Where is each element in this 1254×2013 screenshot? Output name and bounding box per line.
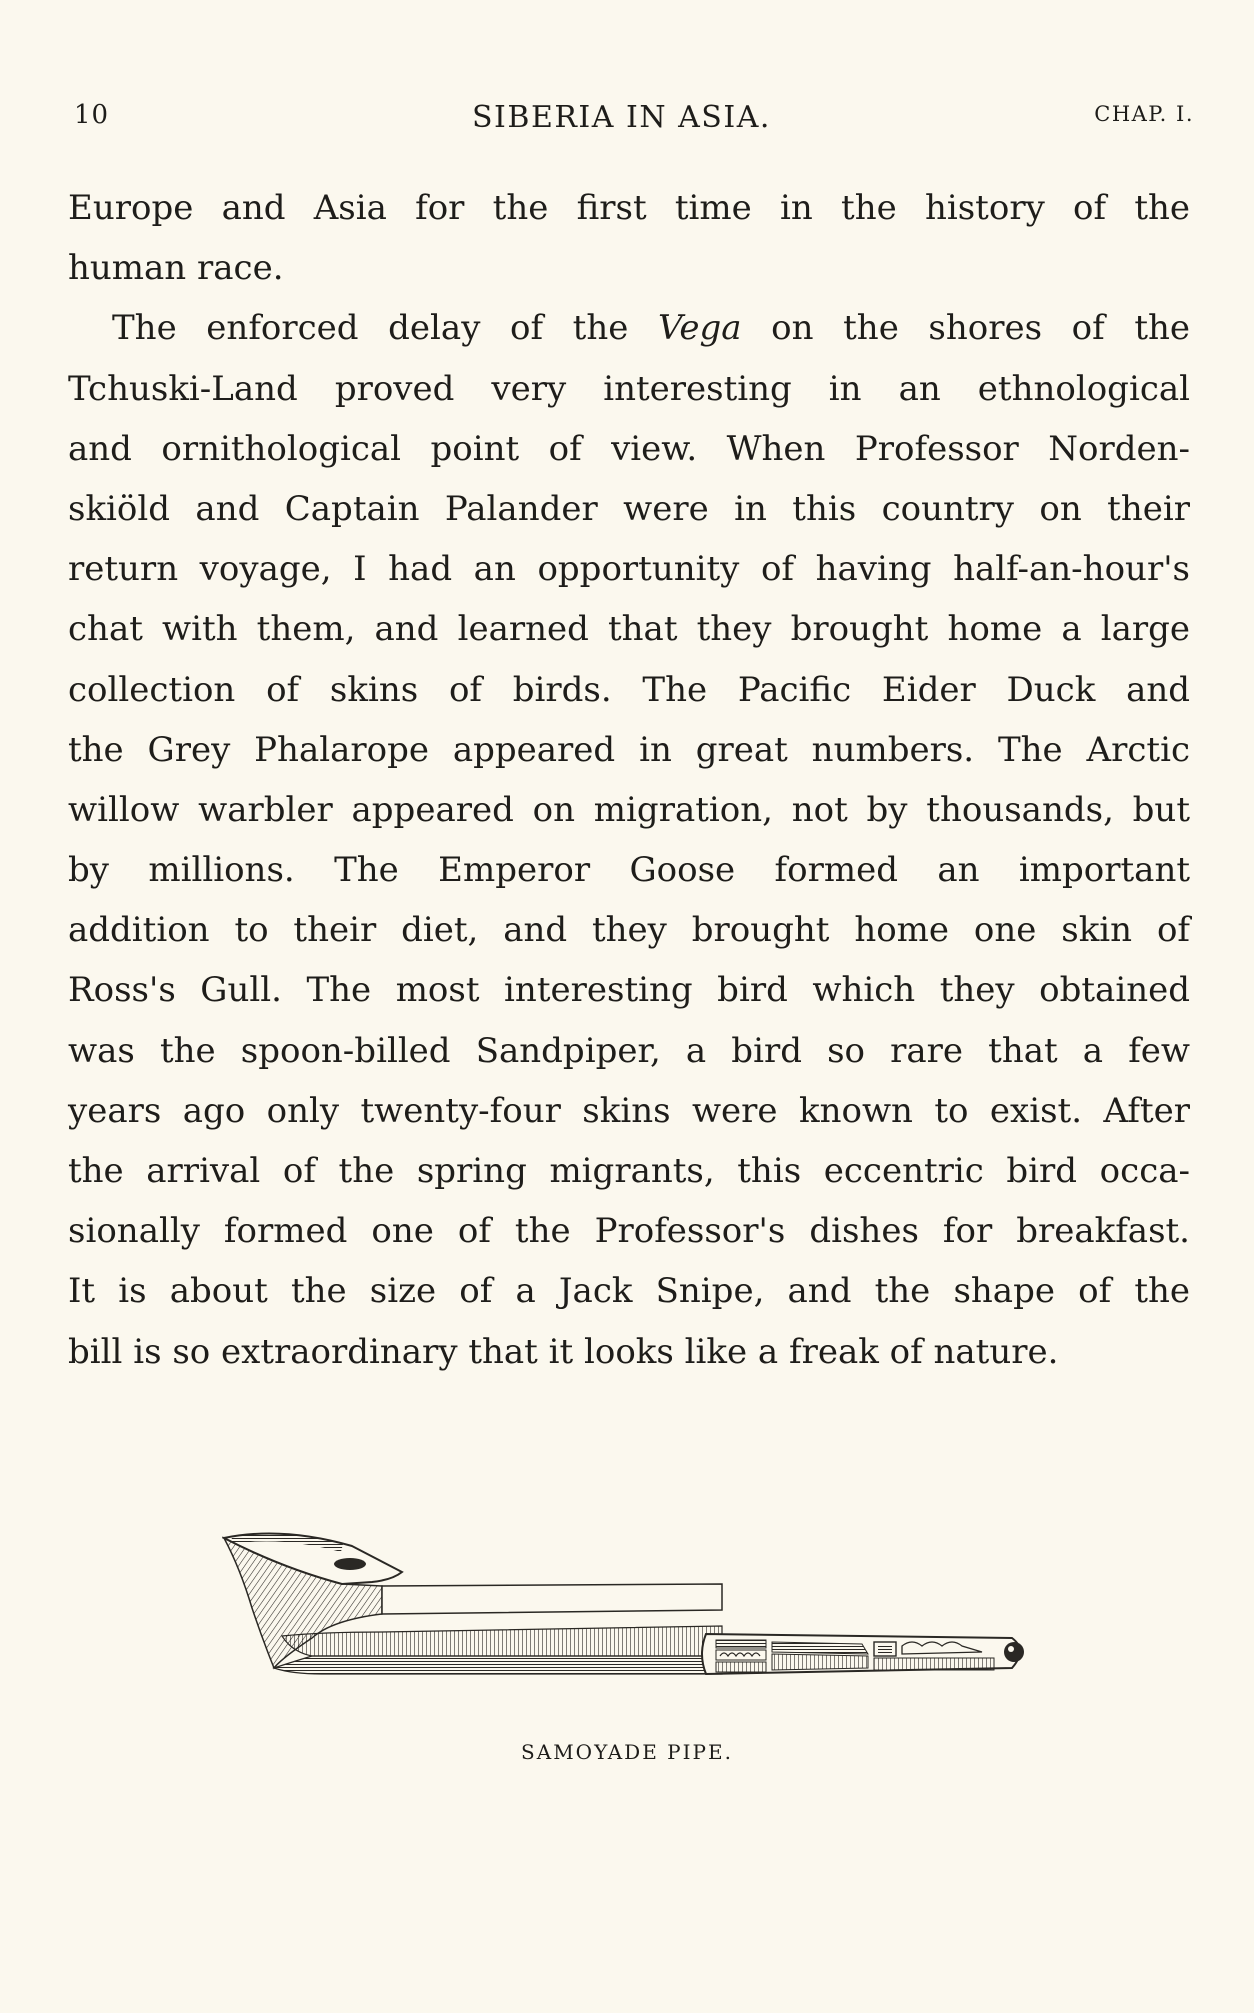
pipe-bowl-hole: [334, 1558, 366, 1570]
text-line: Europe and Asia for the first time in the history of the: [68, 188, 1190, 228]
text-line: It is about the size of a Jack Snipe, and the shape of the: [68, 1271, 1190, 1312]
text-line: bill is so extraordinary that it looks like a freak of nature.: [68, 1331, 1059, 1372]
body-text: [68, 178, 1190, 1382]
running-header: [74, 100, 1194, 140]
text-line: the Grey Phalarope appeared in great numbers. The Arctic: [68, 729, 1190, 770]
text-line: skiöld and Captain Palander were in this country on their: [68, 488, 1190, 529]
page-number: 10: [74, 100, 110, 130]
pipe-engraving: [222, 1528, 1042, 1688]
text-line: willow warbler appeared on migration, not by thousands, but: [68, 789, 1190, 830]
text-line: Tchuski-Land proved very interesting in an ethnological: [68, 368, 1190, 409]
pipe-stem: [382, 1584, 722, 1614]
text-line: human race.: [68, 248, 284, 289]
ship-name: Vega: [657, 308, 742, 349]
text-fragment: on the shores of the: [771, 308, 1190, 349]
running-title: SIBERIA IN ASIA.: [472, 100, 771, 135]
text-line: sionally formed one of the Professor's dishes for breakfast.: [68, 1211, 1190, 1252]
text-line: years ago only twenty-four skins were known to exist. After: [68, 1090, 1190, 1131]
text-line: addition to their diet, and they brought home one skin of: [68, 910, 1190, 951]
chapter-label: CHAP. I.: [1094, 102, 1194, 126]
text-line: was the spoon-billed Sandpiper, a bird so rare that a few: [68, 1030, 1190, 1071]
pipe-illustration: [222, 1528, 1042, 1688]
pipe-end-knob: [1004, 1642, 1024, 1662]
text-line: Ross's Gull. The most interesting bird which they obtained: [68, 970, 1190, 1011]
text-line: and ornithological point of view. When Professor Norden-: [68, 428, 1190, 469]
text-line: chat with them, and learned that they brought home a large: [68, 609, 1190, 650]
figure-caption: SAMOYADE PIPE.: [521, 1740, 733, 1764]
text-line: return voyage, I had an opportunity of having half-an-hour's: [68, 549, 1190, 590]
text-line: collection of skins of birds. The Pacific Eider Duck and: [68, 669, 1190, 710]
text-fragment: The enforced delay of the: [112, 308, 629, 349]
text-line: the arrival of the spring migrants, this eccentric bird occa-: [68, 1151, 1190, 1191]
text-line: by millions. The Emperor Goose formed an important: [68, 850, 1190, 891]
text-line: [68, 298, 1190, 358]
